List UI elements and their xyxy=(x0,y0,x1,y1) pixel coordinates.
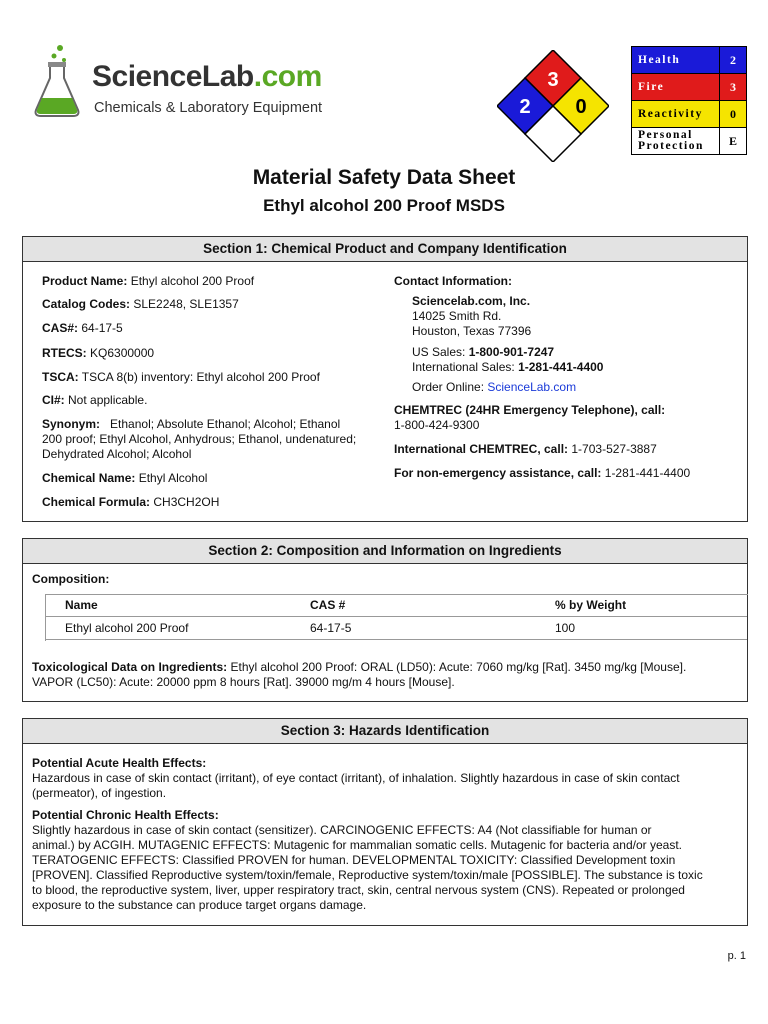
column-header-weight: % by Weight xyxy=(535,594,747,617)
logo-tagline: Chemicals & Laboratory Equipment xyxy=(94,100,323,116)
field-label: Chemical Formula: xyxy=(42,495,151,509)
logo-word-lab: Lab xyxy=(201,60,254,93)
field-label: TSCA: xyxy=(42,370,79,384)
section-1-heading: Section 1: Chemical Product and Company Identification xyxy=(23,237,747,262)
acute-line2: (permeator), of ingestion. xyxy=(32,786,167,800)
contact-info-label: Contact Information: xyxy=(394,274,512,288)
section-1 xyxy=(22,236,748,522)
chemical-formula-field xyxy=(42,495,219,510)
cell-name: Ethyl alcohol 200 Proof xyxy=(45,617,290,640)
product-name-field xyxy=(42,274,254,289)
rtecs-field xyxy=(42,346,154,361)
chronic-line: exposure to the substance can produce target organs damage. xyxy=(32,898,367,912)
page-title: Material Safety Data Sheet xyxy=(252,166,516,189)
synonym-line3: Dehydrated Alcohol; Alcohol xyxy=(42,447,192,461)
hazard-value: 3 xyxy=(720,74,747,101)
hazard-label-line2: Protection xyxy=(638,140,704,152)
cell-weight: 100 xyxy=(535,617,747,640)
field-label: RTECS: xyxy=(42,346,87,360)
acute-health-effects xyxy=(32,756,744,801)
column-header-name: Name xyxy=(45,594,290,617)
chronic-line: TERATOGENIC EFFECTS: Classified PROVEN for human. DEVELOPMENTAL TOXICITY: Classified Development toxin xyxy=(32,853,676,867)
tox-line1: Ethyl alcohol 200 Proof: ORAL (LD50): Acute: 7060 mg/kg [Rat]. 3450 mg/kg [Mouse]. xyxy=(230,660,687,674)
hazard-label-line1: Personal xyxy=(638,129,693,141)
chronic-label: Potential Chronic Health Effects: xyxy=(32,808,219,822)
field-value: 1-281-441-4400 xyxy=(518,360,604,374)
section-2-heading: Section 2: Composition and Information on Ingredients xyxy=(23,539,747,564)
chemtrec-field xyxy=(394,403,665,433)
sciencelab-link[interactable]: ScienceLab.com xyxy=(487,380,577,394)
field-value: SLE2248, SLE1357 xyxy=(133,297,239,311)
nfpa-diamond xyxy=(497,50,609,162)
field-value: Not applicable. xyxy=(68,393,148,407)
field-value: KQ6300000 xyxy=(90,346,155,360)
tox-line2: VAPOR (LC50): Acute: 20000 ppm 8 hours [Rat]. 39000 mg/m 4 hours [Mouse]. xyxy=(32,675,455,689)
hazard-row-fire xyxy=(632,74,747,101)
company-address-line1: 14025 Smith Rd. xyxy=(412,309,502,323)
intl-sales-field xyxy=(412,360,603,375)
intl-chemtrec-field xyxy=(394,442,657,457)
sciencelab-logo[interactable] xyxy=(20,40,323,130)
us-sales-field xyxy=(412,345,554,360)
field-value: 1-281-441-4400 xyxy=(604,466,691,480)
chemical-name-field xyxy=(42,471,207,486)
hazard-label: Fire xyxy=(632,74,720,101)
field-label: International Sales: xyxy=(412,360,515,374)
column-header-cas: CAS # xyxy=(290,594,535,617)
composition-table xyxy=(45,594,747,640)
nfpa-health-value: 2 xyxy=(519,96,531,118)
order-online-field xyxy=(412,380,576,395)
field-label: International CHEMTREC, call: xyxy=(394,442,569,456)
tsca-field xyxy=(42,370,320,385)
toxicological-data xyxy=(32,660,686,690)
hazard-value: 2 xyxy=(720,47,747,74)
synonym-line1: Ethanol; Absolute Ethanol; Alcohol; Ethanol xyxy=(110,417,341,431)
section-3-heading: Section 3: Hazards Identification xyxy=(23,719,747,744)
nfpa-fire-value: 3 xyxy=(547,69,559,91)
section-3 xyxy=(22,718,748,926)
field-value: TSCA 8(b) inventory: Ethyl alcohol 200 Proof xyxy=(81,370,320,384)
hazard-label: Reactivity xyxy=(632,101,720,128)
chronic-line: to blood, the reproductive system, liver, upper respiratory tract, skin, central nervous system (CNS). Repeated or prolonged xyxy=(32,883,685,897)
hazard-row-reactivity xyxy=(632,101,747,128)
acute-label: Potential Acute Health Effects: xyxy=(32,756,207,770)
page-subtitle: Ethyl alcohol 200 Proof MSDS xyxy=(263,196,505,215)
table-header-row xyxy=(45,594,747,617)
chronic-line: Slightly hazardous in case of skin contact (sensitizer). CARCINOGENIC EFFECTS: A4 (Not classifiable for human or xyxy=(32,823,652,837)
field-label: CI#: xyxy=(42,393,65,407)
synonym-field xyxy=(42,417,356,462)
composition-label: Composition: xyxy=(32,572,110,586)
field-value: Ethyl Alcohol xyxy=(138,471,208,485)
hazard-label xyxy=(632,128,720,155)
hazard-value: 0 xyxy=(720,101,747,128)
field-label: Order Online: xyxy=(412,380,485,394)
chronic-line: animal.) by ACGIH. MUTAGENIC EFFECTS: Mutagenic for mammalian somatic cells. Mutagenic for bacteria and/or yeast. xyxy=(32,838,682,852)
cas-field xyxy=(42,321,123,336)
field-label: CHEMTREC (24HR Emergency Telephone), call: xyxy=(394,403,666,417)
hazard-value: E xyxy=(720,128,747,155)
ci-field xyxy=(42,393,147,408)
hazard-row-personal-protection xyxy=(632,128,747,155)
hazard-row-health xyxy=(632,47,747,74)
hazard-rating-table xyxy=(631,46,747,155)
company-address-line2: Houston, Texas 77396 xyxy=(412,324,532,338)
cell-cas: 64-17-5 xyxy=(290,617,535,640)
field-label: Catalog Codes: xyxy=(42,297,131,311)
tox-label: Toxicological Data on Ingredients: xyxy=(32,660,228,674)
field-value: Ethyl alcohol 200 Proof xyxy=(130,274,255,288)
synonym-line2: 200 proof; Ethyl Alcohol, Anhydrous; Ethanol, undenatured; xyxy=(42,432,357,446)
table-row xyxy=(45,617,747,640)
field-label: Synonym: xyxy=(42,417,101,431)
logo-word-science: Science xyxy=(92,60,202,93)
company-name: Sciencelab.com, Inc. xyxy=(412,294,531,308)
hazard-label: Health xyxy=(632,47,720,74)
field-value: 1-800-901-7247 xyxy=(468,345,555,359)
field-label: Product Name: xyxy=(42,274,128,288)
non-emergency-field xyxy=(394,466,690,481)
field-value: 64-17-5 xyxy=(81,321,123,335)
chronic-health-effects xyxy=(32,808,744,913)
field-value: 1-800-424-9300 xyxy=(394,418,480,432)
field-label: CAS#: xyxy=(42,321,79,335)
field-label: Chemical Name: xyxy=(42,471,136,485)
field-value: 1-703-527-3887 xyxy=(571,442,657,456)
field-label: For non-emergency assistance, call: xyxy=(394,466,602,480)
field-label: US Sales: xyxy=(412,345,466,359)
logo-word-com: .com xyxy=(253,60,322,93)
acute-line1: Hazardous in case of skin contact (irritant), of eye contact (irritant), of inhalation. Slightly hazardous in case of skin contact xyxy=(32,771,680,785)
field-value: CH3CH2OH xyxy=(153,495,220,509)
catalog-codes-field xyxy=(42,297,239,312)
page-number: p. 1 xyxy=(727,950,746,962)
nfpa-reactivity-value: 0 xyxy=(575,96,587,118)
section-2 xyxy=(22,538,748,702)
chronic-line: [PROVEN]. Classified Reproductive system/toxin/female, Reproductive system/toxin/male [POSSIBLE]. The substance is toxic xyxy=(32,868,703,882)
